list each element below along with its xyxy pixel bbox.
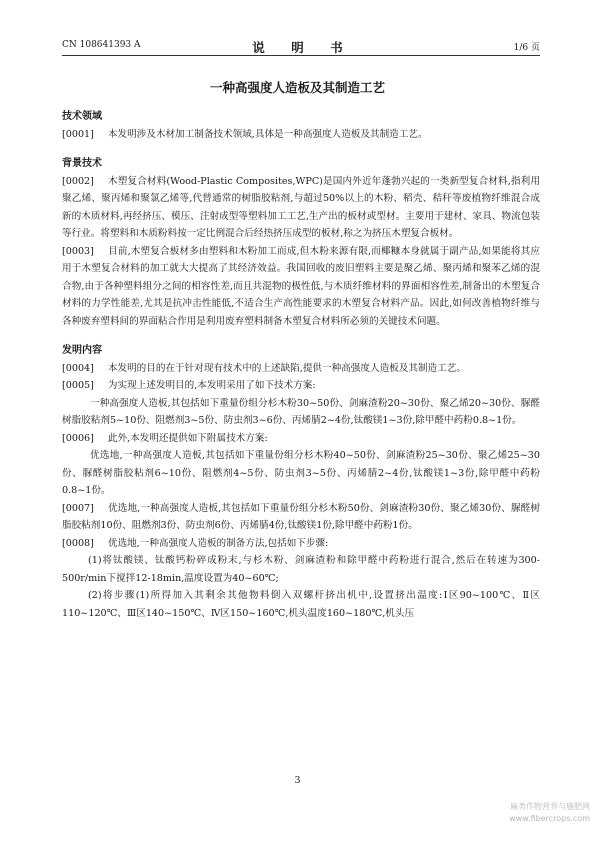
- paragraph-number: [0007]: [62, 502, 94, 514]
- header-divider: [62, 55, 540, 56]
- paragraph-0005-body: 一种高强度人造板,其包括如下重量份组分杉木粉30~50份、剑麻渣粉20~30份、聚乙烯20~30份、脲醛树脂胶粘剂5~10份、阻燃剂3~5份、防虫剂3~6份、丙烯腈2~4份,钛酸镁1~3份,除甲醛中药粉0.8~1份。: [62, 397, 540, 426]
- paragraph-number: [0004]: [62, 362, 94, 374]
- paragraph-0007: [62, 500, 540, 535]
- doc-type: 说 明 书: [252, 40, 350, 55]
- paragraph-number: [0005]: [62, 380, 94, 391]
- paragraph-text: 目前,木塑复合板材多由塑料和木粉加工而成,但木粉来源有限,而椰糠本身就属于副产品,如果能将其应用于木塑复合材料的加工就大大提高了其经济效益。我国回收的废旧塑料主要是聚乙烯、聚丙烯和聚苯乙烯的混合物,由于各种塑料组分之间的相容性差,而且共混物的极性低,与木质纤维材料的界面相容性差,制备出的木塑复合材料的力学性能差,尤其是抗冲击性能低,不适合生产高性能要求的木塑复合材料产品。因此,如何改善植物纤维与各种废弃塑料间的界面粘合作用是利用废弃塑料制备木塑复合材料所必须的关键技术问题。: [62, 245, 540, 327]
- paragraph-0005: [62, 377, 540, 395]
- section-heading-background: 背景技术: [62, 158, 102, 169]
- paragraph-number: [0006]: [62, 432, 94, 444]
- document-body: [62, 108, 540, 622]
- watermark: [470, 801, 590, 825]
- page-header: [62, 38, 540, 55]
- step-2: (2)将步骤(1)所得加入其剩余其他物料倒入双螺杆挤出机中,设置挤出温度:Ⅰ区90~100℃、Ⅱ区110~120℃、Ⅲ区140~150℃、Ⅳ区150~160℃,机头温度160~180℃,机头压: [62, 590, 540, 619]
- section-heading-tech-field: 技术领域: [62, 111, 102, 122]
- doc-number: CN 108641393 A: [62, 40, 141, 50]
- paragraph-0001: [62, 126, 540, 144]
- paragraph-text: 木塑复合材料(Wood-Plastic Composites,WPC)是国内外近年蓬勃兴起的一类新型复合材料,指利用聚乙烯、聚丙烯和聚氯乙烯等,代替通常的树脂胶粘剂,与超过50%以上的木粉、稻壳、秸秆等废植物纤维混合成新的木质材料,再经挤压、模压、注射成型等塑料加工工艺,生产出的板材或型材。主要用于建材、家具、物流包装等行业。将塑料和木质粉料按一定比例混合后经热挤压成型的板材,称之为挤压木塑复合板材。: [62, 175, 540, 239]
- paragraph-text: 本发明的目的在于针对现有技术中的上述缺陷,提供一种高强度人造板及其制造工艺。: [107, 362, 466, 374]
- paragraph-0002: [62, 173, 540, 243]
- paragraph-0003: [62, 243, 540, 331]
- paragraph-0006: [62, 430, 540, 448]
- page-info: 1/6 页: [513, 43, 540, 53]
- paragraph-0006-body: 优选地,一种高强度人造板,其包括如下重量份组分杉木粉40~50份、剑麻渣粉25~30份、聚乙烯25~30份、脲醛树脂胶粘剂6~10份、阻燃剂4~5份、防虫剂3~5份、丙烯腈2~4份,钛酸镁1~3份,除甲醛中药粉0.8~1份。: [62, 450, 540, 496]
- paragraph-0008: [62, 535, 540, 553]
- section-heading-invention: 发明内容: [62, 345, 102, 356]
- paragraph-text: 优选地,一种高强度人造板的制备方法,包括如下步骤:: [107, 537, 329, 549]
- paragraph-number: [0001]: [62, 128, 94, 140]
- page-number: 3: [294, 775, 301, 786]
- paragraph-number: [0003]: [62, 245, 94, 257]
- document-title: 一种高强度人造板及其制造工艺: [209, 80, 385, 95]
- paragraph-text: 为实现上述发明目的,本发明采用了如下技术方案:: [107, 380, 316, 391]
- paragraph-text: 本发明涉及木材加工制备技术领域,具体是一种高强度人造板及其制造工艺。: [107, 128, 428, 140]
- paragraph-number: [0002]: [62, 175, 94, 187]
- step-1: (1)将钛酸镁、钛酸钙粉碎成粉末,与杉木粉、剑麻渣粉和除甲醛中药粉进行混合,然后在转速为300-500r/min下搅拌12-18min,温度设置为40~60℃;: [62, 555, 540, 584]
- paragraph-0004: [62, 360, 540, 378]
- paragraph-text: 此外,本发明还提供如下附属技术方案:: [107, 432, 268, 444]
- watermark-url: www.fibercrops.com: [509, 814, 590, 823]
- paragraph-text: 优选地,一种高强度人造板,其包括如下重量份组分杉木粉50份、剑麻渣粉30份、聚乙烯30份、脲醛树脂胶粘剂10份、阻燃剂3份、防虫剂6份、丙烯腈4份,钛酸镁1份,除甲醛中药粉1份。: [62, 502, 540, 531]
- paragraph-number: [0008]: [62, 537, 94, 549]
- watermark-site-name: 麻类作物营养与施肥网: [510, 802, 590, 811]
